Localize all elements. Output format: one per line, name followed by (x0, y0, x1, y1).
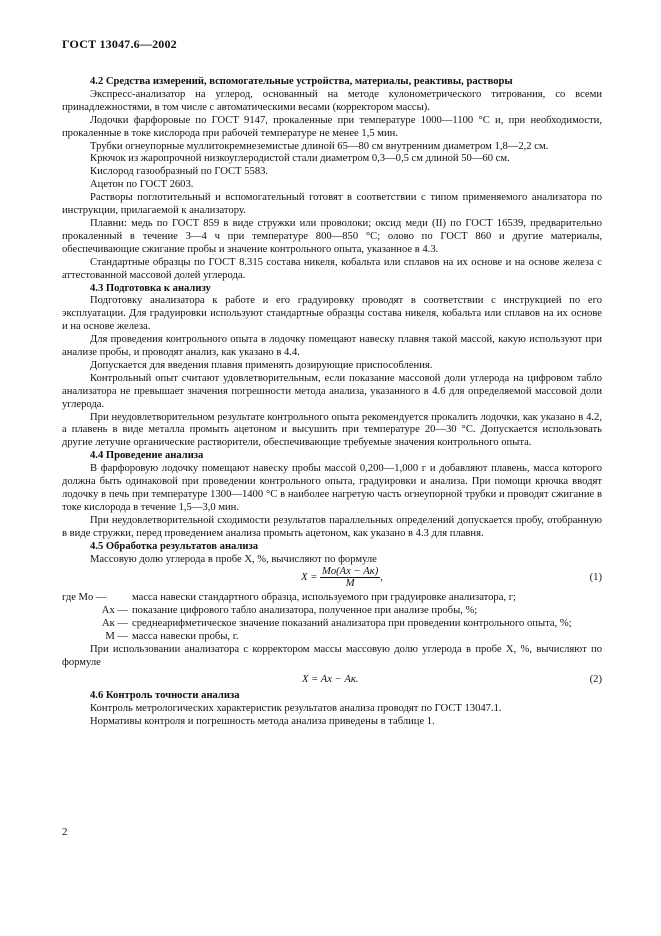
paragraph: Контроль метрологических характеристик результатов анализа проводят по ГОСТ 13047.1. (90, 702, 502, 714)
paragraph: При неудовлетворительном результате контрольного опыта рекомендуется прокалить лодочки, как указано в 4.2, а плавень в виде металла промыть ацетоном и высушить при температуре 20—30 °С. Допускается использовать другие летучие органические растворители, обеспечивающие требуемые значения контрольного опыта. (62, 411, 602, 449)
paragraph: При неудовлетворительной сходимости результатов параллельных определений допускается пробу, отобранную в виде стружки, перед проведением анализа промыть ацетоном, как указано в 4.3 для плавня. (62, 514, 602, 539)
paragraph: Стандартные образцы по ГОСТ 8.315 состава никеля, кобальта или сплавов на их основе и на основе железа с аттестованной массовой долей углерода. (62, 256, 602, 281)
section-heading: 4.5 Обработка результатов анализа (90, 540, 259, 552)
legend-symbol: M — (105, 631, 128, 643)
tail-paragraph-list (62, 690, 602, 729)
section-heading: 4.3 Подготовка к анализу (90, 282, 211, 294)
legend-row (62, 618, 602, 631)
formula-1-numerator: Mо(Aх − Aк) (322, 566, 379, 578)
paragraph: Плавни: медь по ГОСТ 859 в виде стружки или проволоки; оксид меди (II) по ГОСТ 16539, предварительно прокаленный в течение 3—4 ч при температуре 800—850 °С; олово по ГОСТ 860 и другие материалы, обеспечивающие сжигание пробы и значение контрольного опыта, указанное в 4.3. (62, 217, 602, 255)
legend-symbol: Aк — (101, 618, 128, 630)
paragraph: В фарфоровую лодочку помещают навеску пробы массой 0,200—1,000 г и добавляют плавень, масса которого должна быть одинаковой при проведении контрольного опыта, градуировки и анализа. При помощи крючка вводят лодочку в печь при температуре 1300—1400 °С в наиболее нагретую часть огнеупорной трубки и проводят сжигание в токе кислорода в течение 1,5—3,0 мин. (62, 463, 602, 513)
paragraph: Ацетон по ГОСТ 2603. (90, 179, 194, 191)
legend-row (62, 605, 602, 618)
formula-1 (62, 566, 602, 592)
document-header: ГОСТ 13047.6—2002 (62, 37, 177, 51)
formula-intro: Массовую долю углерода в пробе X, %, вычисляют по формуле (90, 553, 377, 565)
section-heading: 4.6 Контроль точности анализа (90, 689, 240, 701)
paragraph: Крючок из жаропрочной низкоуглеродистой стали диаметром 0,3—0,5 см длиной 50—60 см. (90, 153, 510, 165)
legend-description: масса навески стандартного образца, используемого при градуировке анализатора, г; (132, 592, 516, 604)
legend-symbol: где Mо — (62, 592, 107, 604)
paragraph: Кислород газообразный по ГОСТ 5583. (90, 166, 269, 178)
paragraph: Нормативы контроля и погрешность метода анализа приведены в таблице 1. (90, 715, 435, 727)
formula-2-expression: X = Aх − Aк. (302, 673, 359, 685)
paragraph-list (62, 76, 602, 554)
formula-1-expression (262, 566, 422, 589)
paragraph: Для проведения контрольного опыта в лодочку помещают навеску плавня такой массой, какую используют при анализе пробы, и проводят анализ, как указано в 4.4. (62, 334, 602, 359)
paragraph: Лодочки фарфоровые по ГОСТ 9147, прокаленные при температуре 1000—1100 °С и, при необходимости, прокаленные в токе кислорода при рабочей температуре не менее 1,5 мин. (62, 114, 602, 139)
paragraph: Контрольный опыт считают удовлетворительным, если показание массовой доли углерода на цифровом табло анализатора не превышает значения погрешности метода анализа, указанного в 4.6 для определяемой массовой доли углерода. (62, 372, 602, 410)
paragraph: Допускается для введения плавня применять дозирующие приспособления. (90, 359, 433, 371)
legend-description: показание цифрового табло анализатора, полученное при анализе пробы, %; (132, 605, 478, 617)
formula-1-number: (1) (589, 572, 602, 584)
formula-legend (62, 592, 602, 644)
legend-row (62, 592, 602, 605)
formula-2 (62, 670, 602, 690)
formula-1-fraction (320, 566, 380, 589)
section-heading: 4.2 Средства измерений, вспомогательные устройства, материалы, реактивы, растворы (90, 76, 513, 87)
paragraph: Экспресс-анализатор на углерод, основанный на методе кулонометрического титрования, со всеми принадлежностями, в том числе с автоматическими весами (корректором массы). (62, 88, 602, 113)
formula-1-lhs: X = (301, 572, 318, 584)
paragraph-after-legend: При использовании анализатора с корректором массы массовую долю углерода в пробе X, %, вычисляют по формуле (62, 644, 602, 668)
paragraph: Растворы поглотительный и вспомогательный готовят в соответствии с типом применяемого анализатора по инструкции, прилагаемой к анализатору. (62, 192, 602, 217)
paragraph: Подготовку анализатора к работе и его градуировку проводят в соответствии с инструкцией по его эксплуатации. Для градуировки используют стандартные образцы состава никеля, кобальта или сплавов на их основе и на основе железа. (62, 295, 602, 333)
legend-row (62, 631, 602, 644)
paragraph: Трубки огнеупорные муллитокремнеземистые длиной 65—80 см внутренним диаметром 1,8—2,2 см. (90, 140, 549, 152)
formula-2-number: (2) (589, 673, 602, 685)
legend-symbol: Aх — (101, 605, 128, 617)
page-number: 2 (62, 826, 68, 838)
formula-1-tail: , (380, 572, 383, 584)
formula-1-denominator: M (345, 578, 355, 590)
legend-description: масса навески пробы, г. (132, 631, 239, 643)
document-body (62, 76, 602, 729)
section-heading: 4.4 Проведение анализа (90, 450, 204, 462)
legend-description: среднеарифметическое значение показаний анализатора при проведении контрольного опыта, %; (132, 618, 572, 630)
